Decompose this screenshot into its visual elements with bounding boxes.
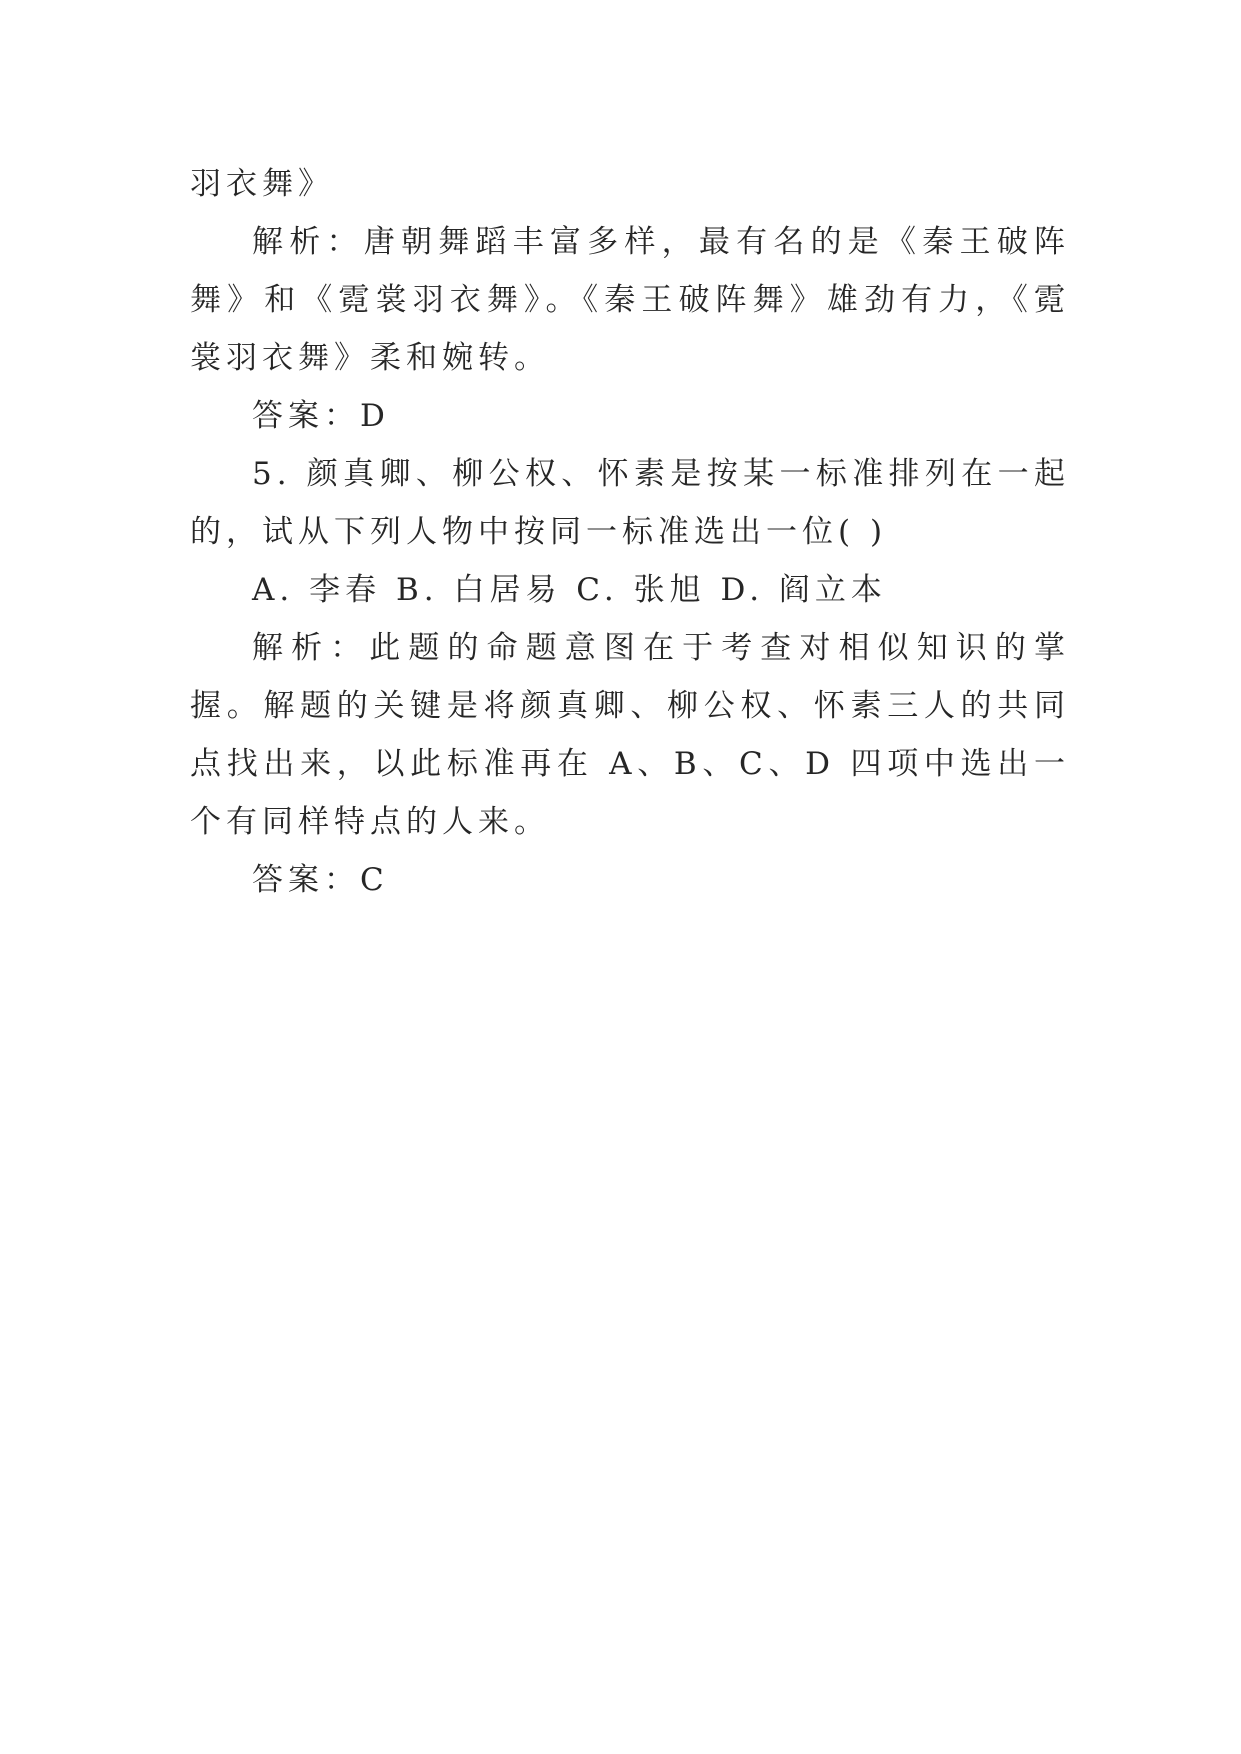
document-body xyxy=(190,155,1070,909)
answer-question-4: 答案：D xyxy=(252,398,390,434)
continued-answer-option: 羽衣舞》 xyxy=(190,166,334,202)
analysis-question-4: 解析：唐朝舞蹈丰富多样，最有名的是《秦王破阵舞》和《霓裳羽衣舞》。《秦王破阵舞》雄劲有力，《霓裳羽衣舞》柔和婉转。 xyxy=(190,224,1070,376)
question-5-stem: 5. 颜真卿、柳公权、怀素是按某一标准排列在一起的，试从下列人物中按同一标准选出一位( ) xyxy=(190,456,1070,550)
answer-question-5: 答案：C xyxy=(252,862,389,898)
question-5-options: A. 李春 B. 白居易 C. 张旭 D. 阎立本 xyxy=(252,572,887,608)
analysis-question-5: 解析：此题的命题意图在于考查对相似知识的掌握。解题的关键是将颜真卿、柳公权、怀素三人的共同点找出来，以此标准再在 A、B、C、D 四项中选出一个有同样特点的人来。 xyxy=(190,630,1070,840)
